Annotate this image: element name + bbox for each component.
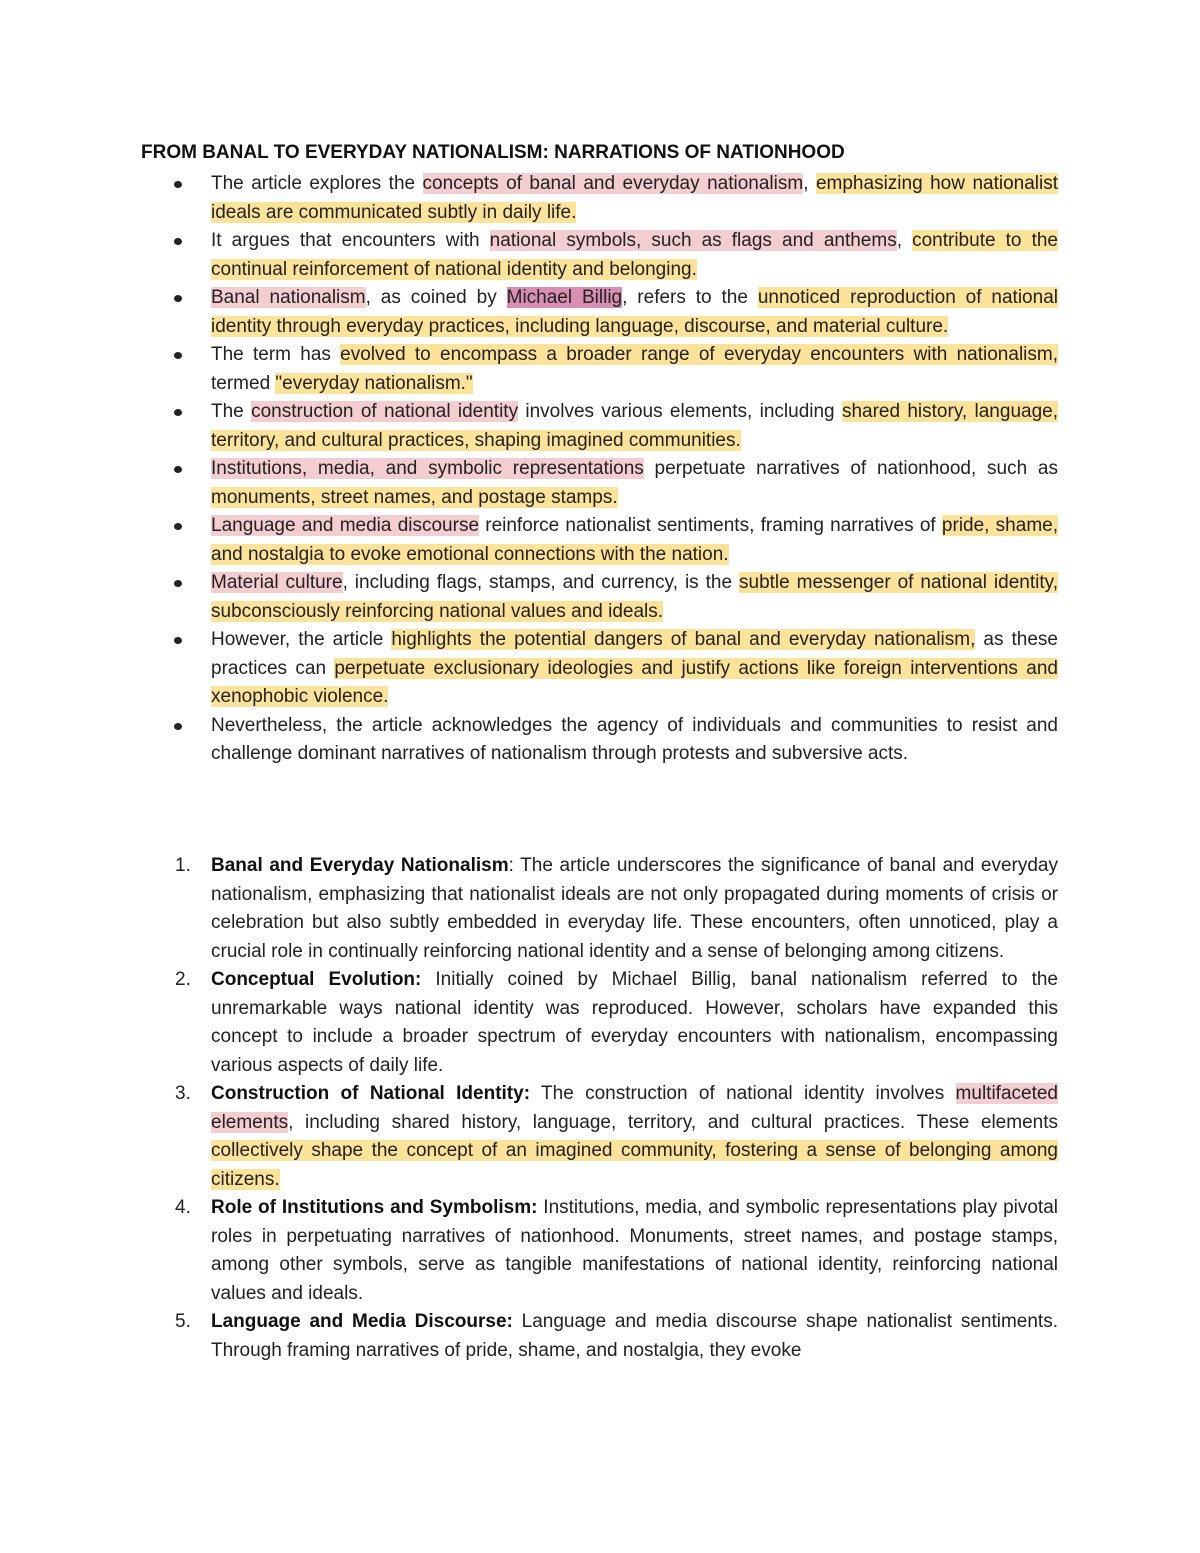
bullet-dot-icon bbox=[174, 238, 182, 245]
point-heading: Role of Institutions and Symbolism: bbox=[211, 1197, 538, 1218]
bullet-dot-icon bbox=[174, 637, 182, 644]
highlighted-text-yellow: monuments, street names, and postage stamps. bbox=[211, 486, 618, 508]
bullet-item bbox=[211, 398, 1058, 455]
text-segment: as these practices can bbox=[211, 629, 1058, 679]
item-number: 4. bbox=[175, 1197, 191, 1218]
text-segment: , bbox=[896, 230, 913, 251]
highlighted-text-yellow: unnoticed reproduction of national identity through everyday practices, including language, discourse, and material culture. bbox=[211, 287, 1058, 337]
text-segment: Language and media discourse shape nationalist sentiments. Through framing narratives of pride, shame, and nostalgia, they evoke bbox=[211, 1311, 1058, 1361]
bullet-dot-icon bbox=[174, 352, 182, 359]
bullet-item bbox=[211, 626, 1058, 712]
text-segment: However, the article bbox=[211, 629, 392, 650]
text-segment: termed bbox=[211, 372, 276, 394]
bullet-item bbox=[211, 227, 1058, 284]
numbered-item bbox=[175, 1080, 1058, 1194]
highlighted-text-yellow: "everyday nationalism." bbox=[275, 372, 473, 394]
highlighted-text-pink: Language and media discourse bbox=[211, 515, 480, 536]
point-heading: Construction of National Identity: bbox=[211, 1083, 531, 1104]
point-heading: Conceptual Evolution: bbox=[211, 969, 422, 990]
text-segment: involves various elements, including bbox=[518, 401, 842, 422]
key-points-numbered-list bbox=[175, 852, 1058, 1365]
highlighted-text-pink: Banal nationalism bbox=[211, 287, 366, 308]
numbered-item bbox=[175, 852, 1058, 966]
highlighted-text-yellow: shared history, language, territory, and cultural practices, shaping imagined communities. bbox=[211, 401, 1058, 451]
text-segment: reinforce nationalist sentiments, framing narratives of bbox=[479, 515, 942, 536]
highlighted-text-pink: national symbols, such as flags and anthems bbox=[489, 230, 897, 251]
highlighted-text-yellow: contribute to the continual reinforcement of national identity and belonging. bbox=[211, 230, 1058, 280]
bullet-item bbox=[211, 284, 1058, 341]
highlighted-text-pink: Institutions, media, and symbolic representations bbox=[211, 458, 644, 479]
bullet-item bbox=[211, 170, 1058, 227]
highlighted-text-pink: Material culture bbox=[211, 572, 343, 593]
bullet-item bbox=[211, 712, 1058, 769]
item-number: 5. bbox=[175, 1311, 191, 1332]
text-segment: , refers to the bbox=[622, 287, 758, 308]
highlighted-text-yellow: collectively shape the concept of an imagined community, fostering a sense of belonging among citizens. bbox=[211, 1140, 1058, 1190]
text-segment: perpetuate narratives of nationhood, such as bbox=[643, 458, 1058, 479]
text-segment: Nevertheless, the article acknowledges the agency of individuals and communities to resist and challenge dominant narratives of nationalism through protests and subversive acts. bbox=[211, 714, 1058, 764]
highlighted-text-yellow: emphasizing how nationalist ideals are communicated subtly in daily life. bbox=[211, 173, 1058, 223]
highlighted-text-yellow: pride, shame, and nostalgia to evoke emotional connections with the nation. bbox=[211, 515, 1058, 565]
highlighted-text-yellow: perpetuate exclusionary ideologies and justify actions like foreign interventions and xenophobic violence. bbox=[211, 657, 1058, 707]
text-segment: , including flags, stamps, and currency, is the bbox=[342, 572, 739, 593]
bullet-item bbox=[211, 341, 1058, 398]
item-number: 2. bbox=[175, 969, 191, 990]
highlighted-text-yellow: highlights the potential dangers of banal and everyday nationalism, bbox=[391, 629, 976, 650]
highlighted-text-magenta: Michael Billig bbox=[506, 287, 623, 308]
text-segment: The construction of national identity involves bbox=[530, 1083, 956, 1104]
bullet-dot-icon bbox=[174, 523, 182, 530]
bullet-item bbox=[211, 569, 1058, 626]
item-number: 3. bbox=[175, 1083, 191, 1104]
bullet-dot-icon bbox=[174, 580, 182, 587]
text-segment: Initially coined by Michael Billig, banal nationalism referred to the unremarkable ways national identity was reproduced. However, scholars have expanded this concept to include a broader spectrum of everyday encounters with nationalism, encompassing various aspects of daily life. bbox=[211, 969, 1058, 1076]
text-segment: , including shared history, language, territory, and cultural practices. These elements bbox=[288, 1111, 1058, 1133]
text-segment: : The article underscores the significance of banal and everyday nationalism, emphasizing that nationalist ideals are not only propagated during moments of crisis or celebration but also subtly embedded in everyday life. These encounters, often unnoticed, play a crucial role in continually reinforcing national identity and a sense of belonging among citizens. bbox=[211, 855, 1058, 962]
text-segment: The bbox=[211, 401, 252, 422]
bullet-dot-icon bbox=[174, 181, 182, 188]
numbered-item bbox=[175, 1308, 1058, 1365]
text-segment: , as coined by bbox=[365, 287, 507, 308]
highlighted-text-yellow: evolved to encompass a broader range of everyday encounters with nationalism, bbox=[340, 344, 1058, 365]
item-number: 1. bbox=[175, 855, 191, 876]
text-segment: The term has bbox=[211, 344, 341, 365]
bullet-dot-icon bbox=[174, 295, 182, 302]
numbered-item bbox=[175, 1194, 1058, 1308]
text-segment: The article explores the bbox=[211, 173, 423, 194]
text-segment: , bbox=[803, 173, 816, 194]
numbered-item bbox=[175, 966, 1058, 1080]
highlighted-text-pink: multifaceted elements bbox=[211, 1083, 1058, 1133]
document-title: FROM BANAL TO EVERYDAY NATIONALISM: NARRATIONS OF NATIONHOOD bbox=[141, 142, 845, 163]
summary-bullet-list bbox=[211, 170, 1058, 769]
highlighted-text-pink: construction of national identity bbox=[251, 401, 519, 422]
point-heading: Language and Media Discourse: bbox=[211, 1311, 513, 1332]
text-segment: Institutions, media, and symbolic representations play pivotal roles in perpetuating narratives of nationhood. Monuments, street names, and postage stamps, among other symbols, serve as tangible manifestations of national identity, reinforcing national values and ideals. bbox=[211, 1197, 1058, 1304]
bullet-dot-icon bbox=[174, 466, 182, 473]
bullet-item bbox=[211, 455, 1058, 512]
highlighted-text-yellow: subtle messenger of national identity, subconsciously reinforcing national values and ideals. bbox=[211, 572, 1058, 622]
bullet-dot-icon bbox=[174, 723, 182, 730]
text-segment: It argues that encounters with bbox=[211, 230, 490, 251]
bullet-item bbox=[211, 512, 1058, 569]
point-heading: Banal and Everyday Nationalism bbox=[211, 855, 509, 876]
bullet-dot-icon bbox=[174, 409, 182, 416]
highlighted-text-pink: concepts of banal and everyday nationalism bbox=[422, 173, 804, 194]
